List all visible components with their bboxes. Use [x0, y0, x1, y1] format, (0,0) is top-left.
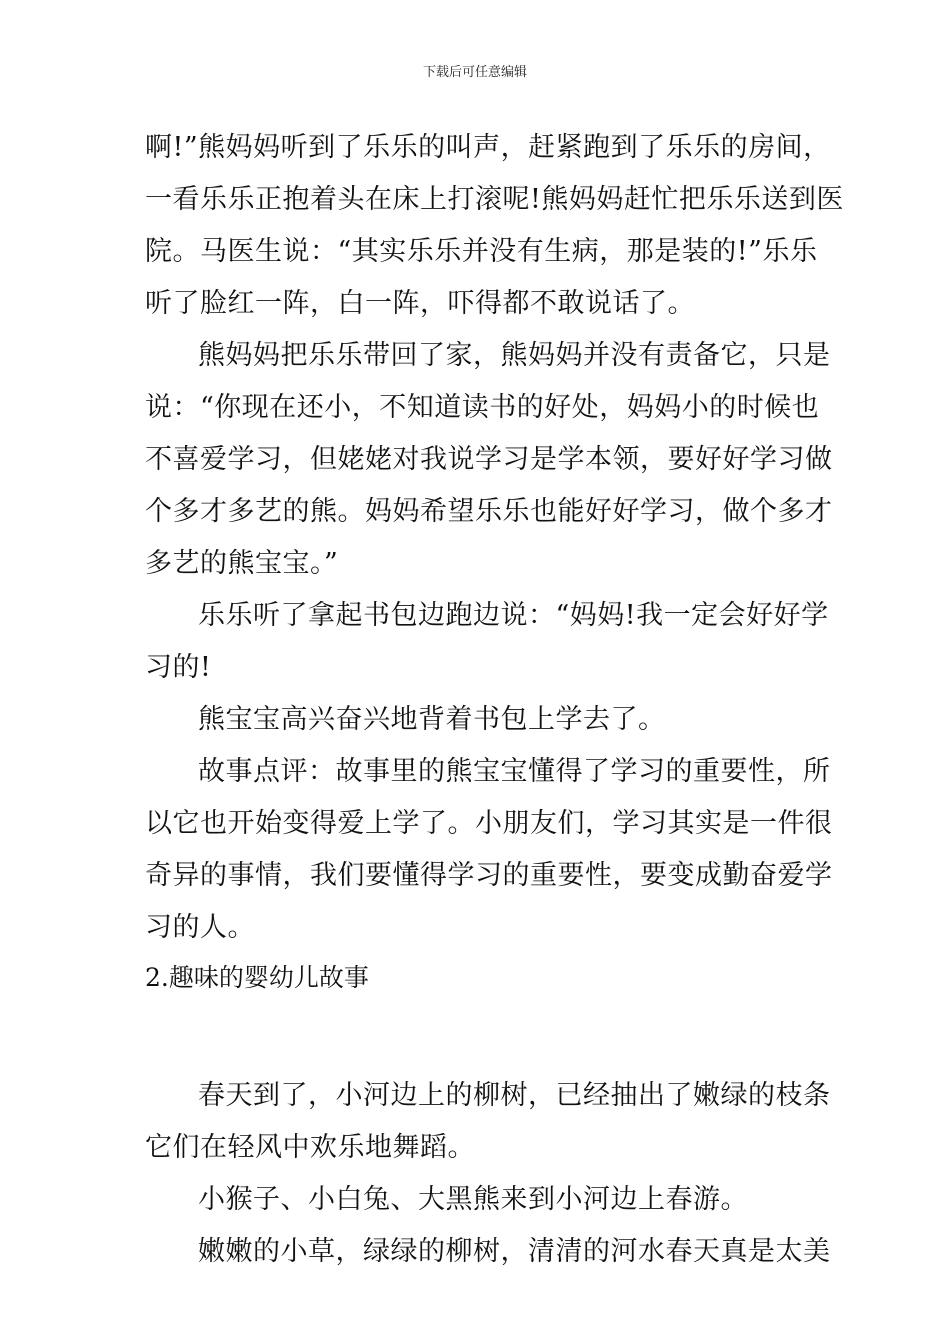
body-line: 院。马医生说：“其实乐乐并没有生病，那是装的!”乐乐 — [145, 236, 818, 267]
paragraph-start-line: 春天到了，小河边上的柳树，已经抽出了嫩绿的枝条 — [198, 1080, 831, 1111]
body-line: 不喜爱学习，但姥姥对我说学习是学本领，要好好学习做 — [145, 444, 833, 475]
body-line: 说：“你现在还小，不知道读书的好处，妈妈小的时候也 — [145, 392, 820, 423]
section-heading: 2.趣味的婴幼儿故事 — [145, 963, 369, 992]
body-line: 一看乐乐正抱着头在床上打滚呢!熊妈妈赶忙把乐乐送到医 — [145, 184, 844, 215]
body-line: 奇异的事情，我们要懂得学习的重要性，要变成勤奋爱学 — [145, 860, 833, 891]
body-line: 听了脸红一阵，白一阵，吓得都不敢说话了。 — [145, 288, 695, 319]
body-line: 它们在轻风中欢乐地舞蹈。 — [145, 1132, 475, 1163]
body-line: 习的! — [145, 652, 212, 683]
paragraph-start-line: 故事点评：故事里的熊宝宝懂得了学习的重要性，所 — [198, 756, 831, 787]
paragraph-start-line: 嫩嫩的小草，绿绿的柳树，清清的河水春天真是太美 — [198, 1236, 831, 1267]
body-line: 啊!”熊妈妈听到了乐乐的叫声，赶紧跑到了乐乐的房间， — [145, 132, 831, 163]
paragraph-start-line: 熊宝宝高兴奋兴地背着书包上学去了。 — [198, 704, 666, 735]
body-line: 以它也开始变得爱上学了。小朋友们，学习其实是一件很 — [145, 808, 833, 839]
body-line: 多艺的熊宝宝。” — [145, 548, 339, 579]
paragraph-start-line: 小猴子、小白兔、大黑熊来到小河边上春游。 — [198, 1184, 748, 1215]
paragraph-start-line: 乐乐听了拿起书包边跑边说：“妈妈!我一定会好好学 — [198, 600, 829, 631]
page-header: 下载后可任意编辑 — [422, 65, 527, 80]
body-line: 个多才多艺的熊。妈妈希望乐乐也能好好学习，做个多才 — [145, 496, 833, 527]
body-line: 习的人。 — [145, 912, 255, 943]
paragraph-start-line: 熊妈妈把乐乐带回了家，熊妈妈并没有责备它，只是 — [198, 340, 831, 371]
